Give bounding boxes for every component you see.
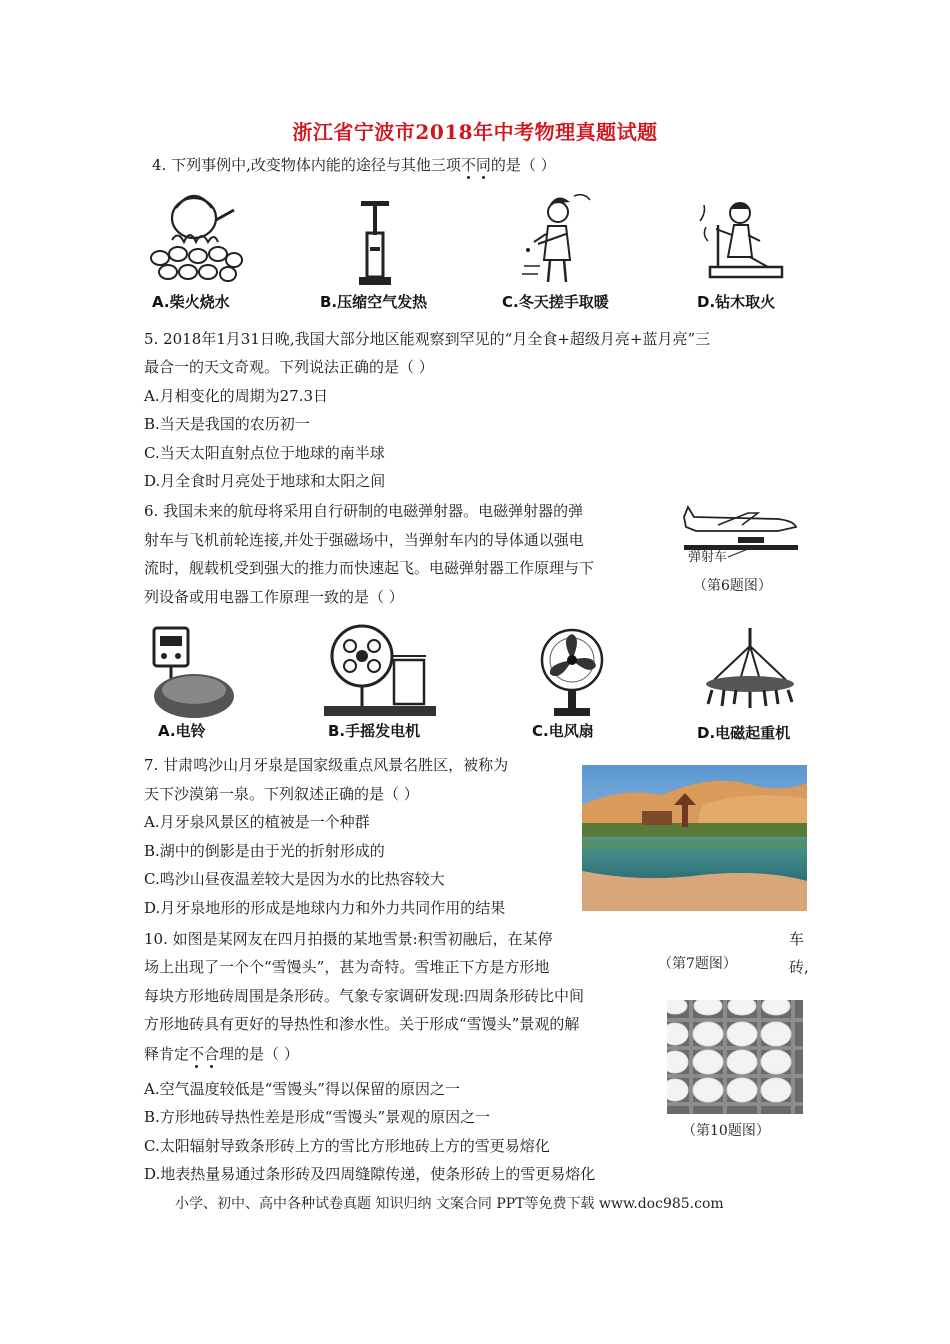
q10-line-1: 10. 如图是某网友在四月拍摄的某地雪景:积雪初融后，在某停 xyxy=(144,930,553,948)
electromagnetic-crane-figure xyxy=(700,626,800,720)
q6-figure-caption: （第6题图） xyxy=(693,578,772,594)
q6-option-a: A.电铃 xyxy=(158,722,206,740)
q5-option-a: A.月相变化的周期为27.3日 xyxy=(144,387,328,405)
electric-bell-figure xyxy=(146,624,246,720)
q4-option-d: D.钻木取火 xyxy=(697,293,776,311)
q4-stem: 4. 下列事例中,改变物体内能的途径与其他三项不同的是（ ） xyxy=(152,156,556,174)
q10-line-2: 场上出现了一个个“雪馒头”，甚为奇特。雪堆正下方是方形地 xyxy=(144,958,550,976)
q10-line-3: 每块方形地砖周围是条形砖。气象专家调研发现:四周条形砖比中间 xyxy=(144,987,585,1005)
crescent-spring-photo xyxy=(582,765,807,911)
q7-option-b: B.湖中的倒影是由于光的折射形成的 xyxy=(144,842,385,860)
q10-option-a: A.空气温度较低是“雪馒头”得以保留的原因之一 xyxy=(144,1080,460,1098)
catapult-label: 弹射车 xyxy=(688,550,728,565)
q10-line-2-tail: 砖, xyxy=(789,958,809,976)
q7-line-2: 天下沙漠第一泉。下列叙述正确的是（ ） xyxy=(144,785,419,803)
q4-option-b: B.压缩空气发热 xyxy=(320,293,428,311)
kettle-fire-figure xyxy=(148,190,244,290)
q5-option-b: B.当天是我国的农历初一 xyxy=(144,415,310,433)
q10-figure-caption: （第10题图） xyxy=(682,1123,770,1139)
q7-option-a: A.月牙泉风景区的植被是一个种群 xyxy=(144,813,370,831)
q10-option-d: D.地表热量易通过条形砖及四周缝隙传递，使条形砖上的雪更易熔化 xyxy=(144,1165,596,1183)
q6-option-b: B.手摇发电机 xyxy=(328,722,421,740)
q10-option-c: C.太阳辐射导致条形砖上方的雪比方形地砖上方的雪更易熔化 xyxy=(144,1137,550,1155)
catapult-figure xyxy=(678,503,804,575)
snow-mounds-photo xyxy=(667,1000,803,1114)
q6-line-3: 流时，舰载机受到强大的推力而快速起飞。电磁弹射器工作原理与下 xyxy=(144,559,595,577)
q5-option-c: C.当天太阳直射点位于地球的南半球 xyxy=(144,444,385,462)
page-title: 浙江省宁波市2018年中考物理真题试题 xyxy=(292,120,658,144)
electric-fan-figure xyxy=(530,624,620,720)
q7-option-d: D.月牙泉地形的形成是地球内力和外力共同作用的结果 xyxy=(144,899,506,917)
q5-line-1: 5. 2018年1月31日晚,我国大部分地区能观察到罕见的“月全食+超级月亮+蓝月亮”三 xyxy=(144,330,711,348)
q6-line-2: 射车与飞机前轮连接,并处于强磁场中，当弹射车内的导体通以强电 xyxy=(144,531,584,549)
air-pump-figure xyxy=(355,195,395,290)
q5-line-2: 最合一的天文奇观。下列说法正确的是（ ） xyxy=(144,358,434,376)
hand-generator-figure xyxy=(320,620,440,720)
drill-fire-figure xyxy=(690,195,790,290)
q10-line-5: 释肯定不合理的是（ ） xyxy=(144,1045,299,1063)
q10-line-4: 方形地砖具有更好的导热性和渗水性。关于形成“雪馒头”景观的解 xyxy=(144,1015,580,1033)
q4-option-a: A.柴火烧水 xyxy=(152,293,230,311)
q7-line-1: 7. 甘肃鸣沙山月牙泉是国家级重点风景名胜区，被称为 xyxy=(144,756,509,774)
rub-hands-figure xyxy=(520,190,600,290)
footer-text: 小学、初中、高中各种试卷真题 知识归纳 文案合同 PPT等免费下载 www.doc985.com xyxy=(175,1196,724,1212)
q6-line-1: 6. 我国未来的航母将采用自行研制的电磁弹射器。电磁弹射器的弹 xyxy=(144,502,584,520)
q10-line-1-tail: 车 xyxy=(789,930,805,948)
q6-option-c: C.电风扇 xyxy=(532,722,594,740)
q6-line-4: 列设备或用电器工作原理一致的是（ ） xyxy=(144,588,404,606)
q10-option-b: B.方形地砖导热性差是形成“雪馒头”景观的原因之一 xyxy=(144,1108,491,1126)
q6-option-d: D.电磁起重机 xyxy=(697,724,791,742)
q7-figure-caption: （第7题图） xyxy=(658,956,737,972)
q4-option-c: C.冬天搓手取暖 xyxy=(502,293,609,311)
q5-option-d: D.月全食时月亮处于地球和太阳之间 xyxy=(144,472,386,490)
q7-option-c: C.鸣沙山昼夜温差较大是因为水的比热容较大 xyxy=(144,870,445,888)
